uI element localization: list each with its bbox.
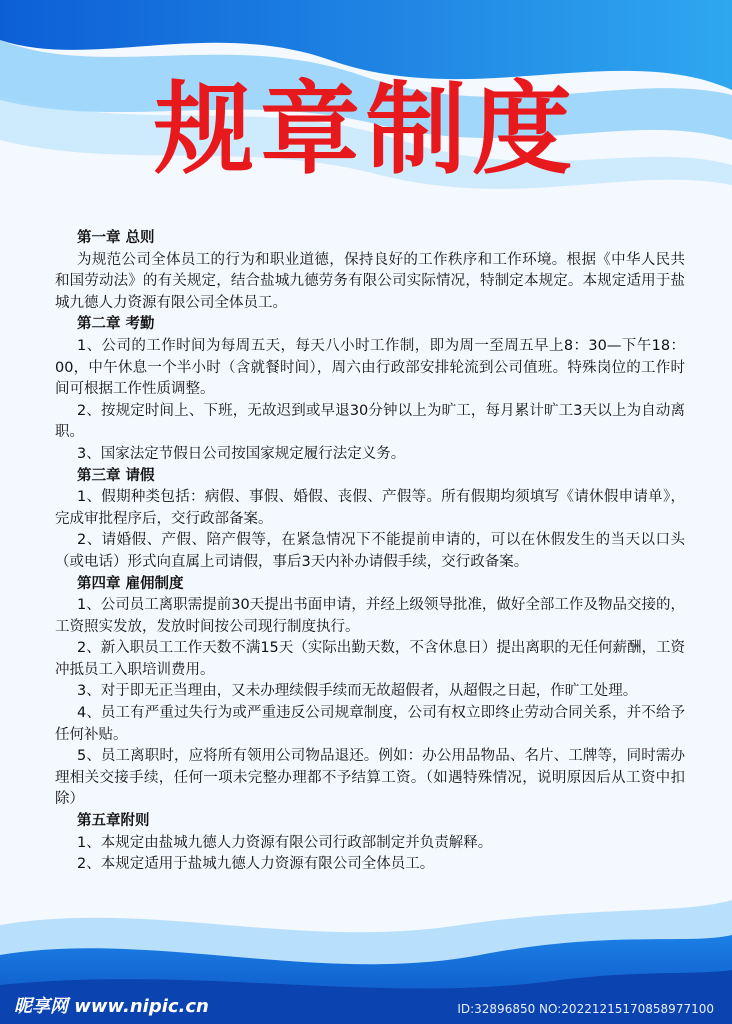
section-heading: 第一章 总则	[77, 230, 155, 246]
section-4	[55, 574, 685, 812]
paragraph: 3、对于即无正当理由，又未办理续假手续而无故超假者，从超假之日起，作旷工处理。	[77, 683, 638, 700]
section-heading: 第二章 考勤	[77, 316, 155, 333]
regulation-text	[55, 228, 685, 876]
paragraph: 2、新入职员工工作天数不满15天（实际出勤天数，不含休息日）提出离职的无任何薪酬，工资冲抵员工入职培训费用。	[55, 640, 685, 678]
section-2	[55, 314, 685, 465]
paragraph: 1、本规定由盐城九德人力资源有限公司行政部制定并负责解释。	[77, 834, 493, 851]
paragraph: 2、按规定时间上、下班，无故迟到或早退30分钟以上为旷工，每月累计旷工3天以上为自动离职。	[55, 402, 685, 441]
paragraph: 4、员工有严重过失行为或严重违反公司规章制度，公司有权立即终止劳动合同关系，并不给予任何补贴。	[55, 705, 685, 743]
paragraph: 1、假期种类包括：病假、事假、婚假、丧假、产假等。所有假期均须填写《请休假申请单》，完成审批程序后，交行政部备案。	[55, 489, 685, 527]
watermark-logo: 昵享网 www.nipic.cn	[14, 996, 209, 1017]
section-heading: 第四章 雇佣制度	[77, 575, 184, 592]
watermark-id: ID:32896850 NO:20221215170858977100	[457, 1002, 714, 1016]
paragraph: 3、国家法定节假日公司按国家规定履行法定义务。	[77, 445, 406, 462]
paragraph: 为规范公司全体员工的行为和职业道德，保持良好的工作秩序和工作环境。根据《中华人民共和国劳动法》的有关规定，结合盐城九德劳务有限公司实际情况，特制定本规定。本规定适用于盐城九德人力资源有限公司全体员工。	[55, 251, 685, 311]
paragraph: 2、请婚假、产假、陪产假等，在紧急情况下不能提前申请的，可以在休假发生的当天以口头（或电话）形式向直属上司请假，事后3天内补办请假手续，交行政备案。	[55, 532, 685, 570]
section-heading: 第五章附则	[77, 813, 150, 830]
paragraph: 1、公司员工离职需提前30天提出书面申请，并经上级领导批准，做好全部工作及物品交接的，工资照实发放，发放时间按公司现行制度执行。	[55, 597, 685, 635]
section-3	[55, 466, 685, 574]
page-title: 规章制度	[154, 71, 578, 188]
paragraph: 5、员工离职时，应将所有领用公司物品退还。例如：办公用品物品、名片、工牌等，同时需办理相关交接手续，任何一项未完整办理都不予结算工资。（如遇特殊情况，说明原因后从工资中扣除）	[55, 748, 685, 808]
section-1	[55, 228, 685, 314]
section-5	[55, 811, 685, 876]
section-heading: 第三章 请假	[77, 467, 155, 484]
paragraph: 2、本规定适用于盐城九德人力资源有限公司全体员工。	[77, 856, 435, 873]
paragraph: 1、公司的工作时间为每周五天，每天八小时工作制，即为周一至周五早上8：30—下午18：00，中午休息一个半小时（含就餐时间），周六由行政部安排轮流到公司值班。特殊岗位的工作时间可根据工作性质调整。	[55, 337, 685, 398]
